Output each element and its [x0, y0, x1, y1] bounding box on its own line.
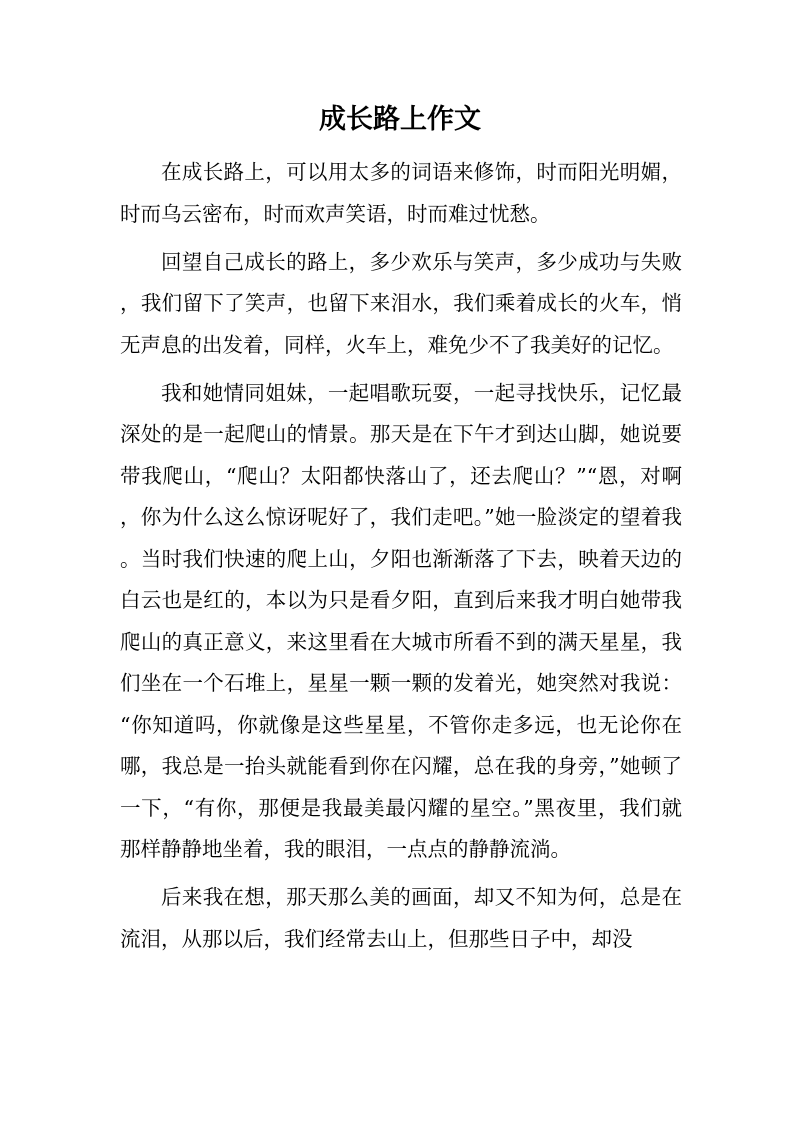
essay-title: 成长路上作文	[319, 104, 481, 135]
essay-body	[120, 152, 682, 967]
paragraph-3: 我和她情同姐妹，一起唱歌玩耍，一起寻找快乐，记忆最深处的是一起爬山的情景。那天是在下午才到达山脚，她说要带我爬山，“爬山？太阳都快落山了，还去爬山？”“恩，对啊，你为什么这么惊讶呢好了，我们走吧。”她一脸淡定的望着我。当时我们快速的爬上山，夕阳也渐渐落了下去，映着天边的白云也是红的，本以为只是看夕阳，直到后来我才明白她带我爬山的真正意义，来这里看在大城市所看不到的满天星星，我们坐在一个石堆上，星星一颗一颗的发着光，她突然对我说：“你知道吗，你就像是这些星星，不管你走多远，也无论你在哪，我总是一抬头就能看到你在闪耀，总在我的身旁，”她顿了一下，“有你，那便是我最美最闪耀的星空。”黑夜里，我们就那样静静地坐着，我的眼泪，一点点的静静流淌。	[120, 380, 682, 861]
paragraph-4: 后来我在想，那天那么美的画面，却又不知为何，总是在流泪，从那以后，我们经常去山上，但那些日子中，却没	[120, 885, 682, 951]
paragraph-1: 在成长路上，可以用太多的词语来修饰，时而阳光明媚，时而乌云密布，时而欢声笑语，时而难过忧愁。	[120, 160, 682, 226]
paragraph-2: 回望自己成长的路上，多少欢乐与笑声，多少成功与失败，我们留下了笑声，也留下来泪水，我们乘着成长的火车，悄无声息的出发着，同样，火车上，难免少不了我美好的记忆。	[120, 249, 682, 357]
